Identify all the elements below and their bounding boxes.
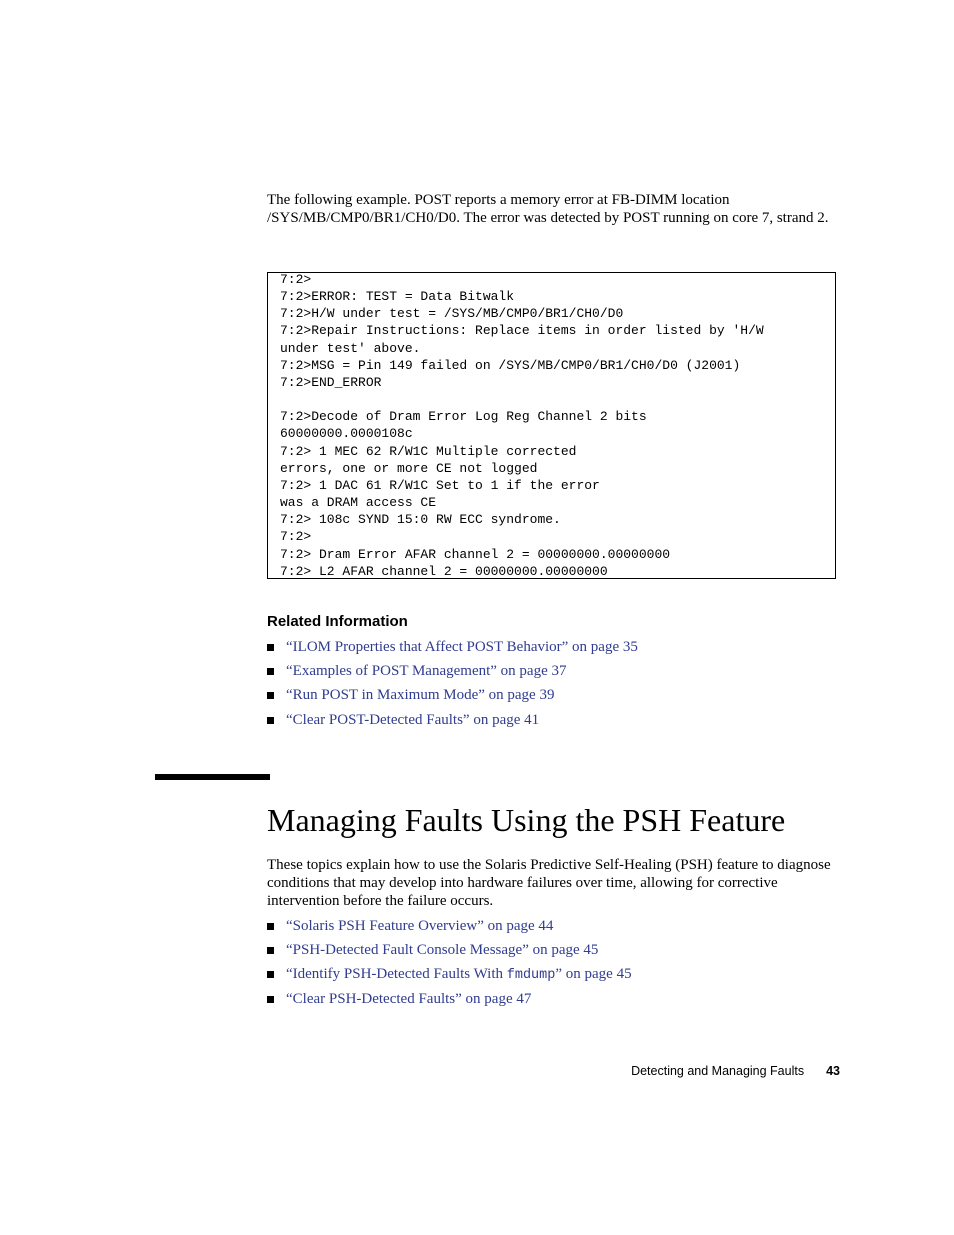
square-bullet-icon bbox=[267, 717, 274, 724]
page-footer bbox=[560, 1063, 840, 1079]
square-bullet-icon bbox=[267, 996, 274, 1003]
square-bullet-icon bbox=[267, 923, 274, 930]
related-information-heading: Related Information bbox=[267, 613, 408, 630]
link-run-post-maximum-mode[interactable]: “Run POST in Maximum Mode” on page 39 bbox=[286, 687, 555, 704]
list-item bbox=[267, 990, 632, 1014]
list-item bbox=[267, 941, 632, 965]
section-paragraph: These topics explain how to use the Solaris Predictive Self-Healing (PSH) feature to diagnose conditions that may develop into hardware failures over time, allowing for corrective intervention before the failure occurs. bbox=[267, 857, 831, 909]
square-bullet-icon bbox=[267, 644, 274, 651]
link-identify-psh-faults[interactable] bbox=[286, 966, 632, 982]
list-item bbox=[267, 711, 638, 735]
link-identify-prefix: “Identify PSH-Detected Faults With bbox=[286, 966, 507, 983]
list-item bbox=[267, 638, 638, 662]
square-bullet-icon bbox=[267, 668, 274, 675]
link-clear-post-faults[interactable]: “Clear POST-Detected Faults” on page 41 bbox=[286, 711, 540, 728]
section-topic-list bbox=[267, 917, 632, 1014]
page-number: 43 bbox=[826, 1064, 840, 1078]
link-identify-suffix: ” on page 45 bbox=[555, 966, 632, 983]
code-example-box bbox=[267, 272, 836, 579]
square-bullet-icon bbox=[267, 947, 274, 954]
section-title: Managing Faults Using the PSH Feature bbox=[267, 802, 786, 838]
footer-chapter-title: Detecting and Managing Faults bbox=[631, 1064, 805, 1078]
link-clear-psh-faults[interactable]: “Clear PSH-Detected Faults” on page 47 bbox=[286, 990, 532, 1007]
square-bullet-icon bbox=[267, 692, 274, 699]
link-ilom-properties[interactable]: “ILOM Properties that Affect POST Behavior” on page 35 bbox=[286, 639, 638, 655]
link-identify-code: fmdump bbox=[506, 968, 556, 984]
list-item bbox=[267, 662, 638, 686]
list-item bbox=[267, 965, 632, 989]
code-example: 7:2> 7:2>ERROR: TEST = Data Bitwalk 7:2>H/W under test = /SYS/MB/CMP0/BR1/CH0/D0 7:2>Repair Instructions: Replace items in order listed by 'H/W under test' above. 7:2>MSG = Pin 149 failed on /SYS/MB/CMP0/BR1/CH0/D0 (J2001) 7:2>END_ERROR 7:2>Decode of Dram Error Log Reg Channel 2 bits 60000000.0000108c 7:2> 1 MEC 62 R/W1C Multiple corrected errors, one or more CE not logged 7:2> 1 DAC 61 R/W1C Set to 1 if the error was a DRAM access CE 7:2> 108c SYND 15:0 RW ECC syndrome. 7:2> 7:2> Dram Error AFAR channel 2 = 00000000.00000000 7:2> L2 AFAR channel 2 = 00000000.00000000 bbox=[280, 272, 764, 579]
link-examples-post-management[interactable]: “Examples of POST Management” on page 37 bbox=[286, 663, 567, 680]
link-psh-overview[interactable]: “Solaris PSH Feature Overview” on page 44 bbox=[286, 918, 554, 934]
intro-paragraph: The following example. POST reports a memory error at FB-DIMM location /SYS/MB/CMP0/BR1/CH0/D0. The error was detected by POST running on core 7, strand 2. bbox=[267, 192, 829, 226]
related-information-list bbox=[267, 638, 638, 735]
square-bullet-icon bbox=[267, 971, 274, 978]
link-psh-console-message[interactable]: “PSH-Detected Fault Console Message” on page 45 bbox=[286, 942, 599, 959]
list-item bbox=[267, 917, 632, 941]
list-item bbox=[267, 686, 638, 710]
section-divider bbox=[155, 774, 270, 780]
